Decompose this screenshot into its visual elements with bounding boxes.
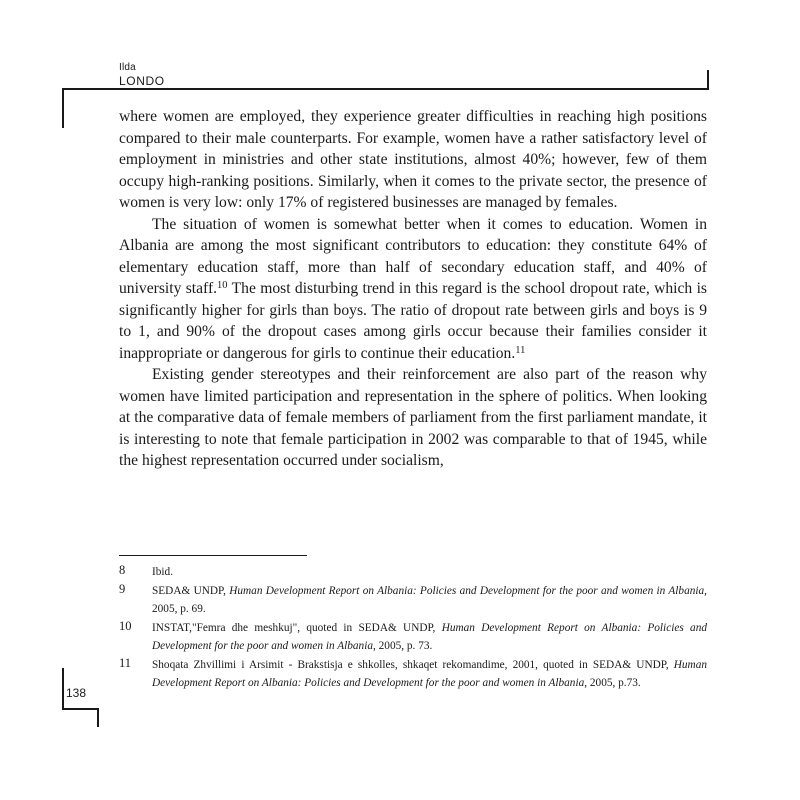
paragraph-2 <box>119 214 707 365</box>
body-text <box>119 106 707 472</box>
footnote-number: 8 <box>119 563 126 577</box>
footnote-ref-11[interactable]: 11 <box>515 344 526 356</box>
paragraph-1-text: where women are employed, they experience greater difficulties in reaching high positions compared to their male counterparts. For example, women have a rather satisfactory level of employment in ministries and other state institutions, almost 40%; however, few of them occupy high-ranking positions. Similarly, when it comes to the private sector, the presence of women is very low: only 17% of registered businesses are managed by females. <box>119 108 707 211</box>
footnote-ref-10[interactable]: 10 <box>217 280 228 291</box>
corner-mark-left-bottom <box>62 668 64 709</box>
footnote-10 <box>119 619 707 656</box>
paragraph-1 <box>119 106 707 214</box>
footnote-post: , 2005, p. 73. <box>373 640 433 652</box>
footnote-number: 10 <box>119 618 132 633</box>
footnotes <box>119 563 707 693</box>
corner-mark-bottom <box>97 708 99 727</box>
footnote-8 <box>119 563 707 582</box>
author-last-name: LONDO <box>119 74 165 88</box>
author-first-name: Ilda <box>119 62 136 73</box>
footnote-text <box>152 582 707 619</box>
footnote-title: Human Development Report on Albania: Policies and Development for the poor and women in Albania <box>229 584 705 597</box>
paragraph-2-text-a: The situation of women is somewhat better when it comes to education. Women in Albania are among the most significant contributors to education: they constitute 64% of elementary education staff, more than half of secondary education staff, and 40% of university staff. <box>119 215 707 297</box>
footnote-pre: Ibid. <box>152 566 174 578</box>
footnote-pre: Shoqata Zhvillimi i Arsimit - Brakstisja e shkolles, shkaqet rekomandime, 2001, quoted in SEDA& UNDP, <box>152 658 674 671</box>
footnote-number: 9 <box>119 581 126 596</box>
footnote-separator <box>119 555 307 556</box>
footnote-pre: SEDA& UNDP, <box>152 584 230 597</box>
footnote-title: Human Development Report on Albania: Policies and Development for the poor and women in Albania <box>152 658 707 689</box>
footnote-post: , 2005, p. 69. <box>152 584 707 615</box>
paragraph-2-text-b: The most disturbing trend in this regard is the school dropout rate, which is significantly higher for girls than boys. The ratio of dropout rate between girls and boys is 9 to 1, and 90% of the dropout cases among girls occur because their families consider it inappropriate or dangerous for girls to continue their education. <box>119 280 707 362</box>
paragraph-3-text: Existing gender stereotypes and their reinforcement are also part of the reason why women have limited participation and representation in the sphere of politics. When looking at the comparative data of female members of parliament from the first parliament mandate, it is interesting to note that female participation in 2002 was comparable to that of 1945, while the highest representation occurred under socialism, <box>119 366 707 469</box>
footnote-11 <box>119 656 707 693</box>
running-header <box>119 63 165 87</box>
page-number: 138 <box>66 686 87 700</box>
footnote-post: , 2005, p.73. <box>584 677 641 689</box>
footnote-text <box>152 619 707 656</box>
footnote-text <box>152 656 707 693</box>
footnote-9 <box>119 582 707 619</box>
corner-mark-left-top <box>62 88 64 128</box>
footnote-title: Human Development Report on Albania: Policies and Development for the poor and women in Albania <box>152 621 707 652</box>
footnote-pre: INSTAT,"Femra dhe meshkuj", quoted in SEDA& UNDP, <box>152 621 442 634</box>
footnote-number: 11 <box>119 655 132 670</box>
paragraph-3 <box>119 364 707 472</box>
corner-mark-right-top <box>707 70 709 89</box>
footnote-text <box>152 563 707 582</box>
header-rule <box>62 88 709 90</box>
footer-rule <box>62 708 99 710</box>
